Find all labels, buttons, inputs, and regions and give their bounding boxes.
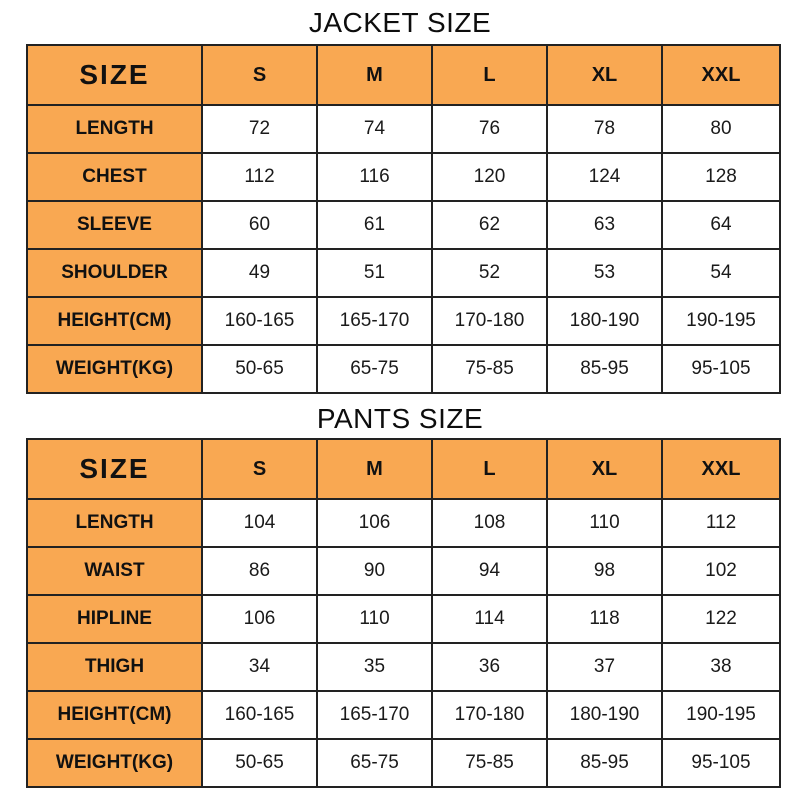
size-column-header: XXL: [662, 45, 780, 105]
table-row: [27, 345, 780, 393]
table-cell: 65-75: [317, 739, 432, 787]
table-cell: 63: [547, 201, 662, 249]
row-label: WAIST: [27, 547, 202, 595]
table-cell: 36: [432, 643, 547, 691]
size-column-header: M: [317, 439, 432, 499]
size-header-cell: SIZE: [27, 45, 202, 105]
table-cell: 52: [432, 249, 547, 297]
row-label: WEIGHT(KG): [27, 345, 202, 393]
row-label: HEIGHT(CM): [27, 297, 202, 345]
table-cell: 62: [432, 201, 547, 249]
table-row: [27, 249, 780, 297]
size-column-header: XL: [547, 45, 662, 105]
table-cell: 37: [547, 643, 662, 691]
table-row: [27, 643, 780, 691]
pants-size-title: PANTS SIZE: [316, 403, 484, 434]
table-cell: 120: [432, 153, 547, 201]
table-cell: 106: [202, 595, 317, 643]
row-label: HIPLINE: [27, 595, 202, 643]
table-cell: 116: [317, 153, 432, 201]
table-cell: 108: [432, 499, 547, 547]
table-cell: 165-170: [317, 691, 432, 739]
table-cell: 118: [547, 595, 662, 643]
table-cell: 50-65: [202, 739, 317, 787]
table-cell: 170-180: [432, 691, 547, 739]
table-cell: 53: [547, 249, 662, 297]
table-row: [27, 201, 780, 249]
row-label: THIGH: [27, 643, 202, 691]
table-cell: 98: [547, 547, 662, 595]
table-cell: 60: [202, 201, 317, 249]
table-row: [27, 739, 780, 787]
size-column-header: S: [202, 439, 317, 499]
table-cell: 95-105: [662, 345, 780, 393]
row-label: SLEEVE: [27, 201, 202, 249]
table-cell: 112: [202, 153, 317, 201]
table-body: [27, 105, 780, 393]
table-row: [27, 691, 780, 739]
size-header-cell: SIZE: [27, 439, 202, 499]
table-cell: 49: [202, 249, 317, 297]
table-cell: 78: [547, 105, 662, 153]
table-cell: 65-75: [317, 345, 432, 393]
table-cell: 74: [317, 105, 432, 153]
table-cell: 38: [662, 643, 780, 691]
row-label: LENGTH: [27, 105, 202, 153]
table-cell: 72: [202, 105, 317, 153]
size-column-header: M: [317, 45, 432, 105]
table-cell: 61: [317, 201, 432, 249]
table-row: [27, 297, 780, 345]
table-body: [27, 499, 780, 787]
table-cell: 95-105: [662, 739, 780, 787]
size-column-header: L: [432, 45, 547, 105]
table-cell: 76: [432, 105, 547, 153]
row-label: SHOULDER: [27, 249, 202, 297]
table-cell: 180-190: [547, 297, 662, 345]
table-cell: 110: [547, 499, 662, 547]
table-cell: 102: [662, 547, 780, 595]
table-cell: 85-95: [547, 739, 662, 787]
table-cell: 128: [662, 153, 780, 201]
table-cell: 160-165: [202, 691, 317, 739]
table-cell: 165-170: [317, 297, 432, 345]
jacket-size-table: [26, 44, 781, 394]
table-cell: 112: [662, 499, 780, 547]
row-label: LENGTH: [27, 499, 202, 547]
table-row: [27, 499, 780, 547]
size-column-header: XL: [547, 439, 662, 499]
table-cell: 190-195: [662, 297, 780, 345]
table-cell: 124: [547, 153, 662, 201]
table-cell: 94: [432, 547, 547, 595]
size-column-header: S: [202, 45, 317, 105]
table-cell: 110: [317, 595, 432, 643]
table-cell: 86: [202, 547, 317, 595]
table-cell: 34: [202, 643, 317, 691]
table-cell: 90: [317, 547, 432, 595]
size-column-header: XXL: [662, 439, 780, 499]
table-cell: 122: [662, 595, 780, 643]
jacket-size-title: JACKET SIZE: [308, 7, 492, 38]
table-cell: 64: [662, 201, 780, 249]
table-cell: 75-85: [432, 345, 547, 393]
table-cell: 160-165: [202, 297, 317, 345]
table-row: [27, 153, 780, 201]
table-cell: 51: [317, 249, 432, 297]
table-cell: 54: [662, 249, 780, 297]
table-cell: 35: [317, 643, 432, 691]
size-column-header: L: [432, 439, 547, 499]
table-cell: 80: [662, 105, 780, 153]
table-cell: 170-180: [432, 297, 547, 345]
table-header-row: [27, 45, 780, 105]
table-cell: 114: [432, 595, 547, 643]
table-cell: 190-195: [662, 691, 780, 739]
table-row: [27, 105, 780, 153]
table-cell: 106: [317, 499, 432, 547]
table-cell: 50-65: [202, 345, 317, 393]
table-row: [27, 547, 780, 595]
table-row: [27, 595, 780, 643]
row-label: HEIGHT(CM): [27, 691, 202, 739]
table-cell: 180-190: [547, 691, 662, 739]
table-cell: 75-85: [432, 739, 547, 787]
table-cell: 85-95: [547, 345, 662, 393]
row-label: WEIGHT(KG): [27, 739, 202, 787]
pants-size-table: [26, 438, 781, 788]
table-cell: 104: [202, 499, 317, 547]
table-header-row: [27, 439, 780, 499]
row-label: CHEST: [27, 153, 202, 201]
